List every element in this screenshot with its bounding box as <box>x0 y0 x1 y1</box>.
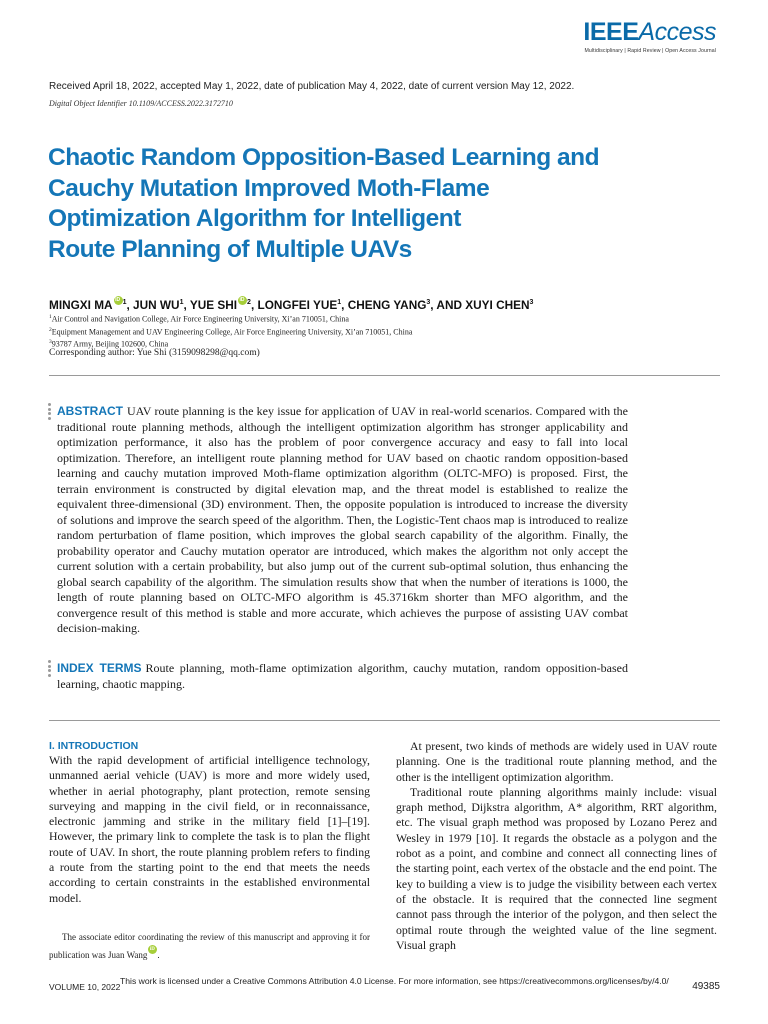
author-name: MINGXI MA <box>49 298 113 312</box>
index-terms-label: INDEX TERMS <box>57 661 142 675</box>
doi: Digital Object Identifier 10.1109/ACCESS.2022.3172710 <box>49 99 233 108</box>
title-line: Cauchy Mutation Improved Moth-Flame <box>48 174 490 202</box>
title-line: Optimization Algorithm for Intelligent <box>48 205 461 232</box>
abstract-label: ABSTRACT <box>57 404 123 418</box>
affiliation: $^3$93787 Army, Beijing 102600, China <box>49 339 169 349</box>
index-terms <box>57 661 628 692</box>
corresponding-author: Corresponding author: Yue Shi (3159098298@qq.com) <box>49 348 260 358</box>
dots-icon <box>48 403 52 421</box>
author-name: CHENG YANG <box>347 298 427 312</box>
journal-tagline: Multidisciplinary | Rapid Review | Open Access Journal <box>584 48 716 54</box>
author-name: XUYI CHEN <box>465 298 530 312</box>
author-name: YUE SHI <box>189 298 238 312</box>
dots-icon <box>48 660 52 678</box>
paragraph: With the rapid development of artificial intelligence technology, unmanned aerial vehicle (UAV) is more and more widely used, whether in aerial photography, plant protection, remote sensing surveying and mapping in the civil field, or in reconnaissance, electronic jamming and strike in the military field [1]–[19]. However, the primary link to complete the task is to plan the flight route of UAV. In short, the route planning problem refers to finding a route from the starting point to the end that meets the needs according to certain constraints in the established environmental model. <box>49 753 370 905</box>
author-name: JUN WU <box>133 298 180 312</box>
affiliation: $^1$Air Control and Navigation College, Air Force Engineering University, Xi’an 710051, China <box>49 314 349 324</box>
paper-title <box>48 143 688 265</box>
title-line: Chaotic Random Opposition-Based Learning and <box>48 144 600 171</box>
right-column <box>396 739 717 953</box>
orcid-icon[interactable] <box>238 296 247 305</box>
affiliations <box>49 312 412 350</box>
paragraph: At present, two kinds of methods are widely used in UAV route planning. One is the traditional route planning method, and the other is the intelligent optimization algorithm. <box>396 739 717 784</box>
index-terms-text: Route planning, moth-flame optimization algorithm, cauchy mutation, random opposition-based learning, chaotic mapping. <box>57 661 628 691</box>
abstract <box>57 404 628 637</box>
title-line: Route Planning of Multiple UAVs <box>48 235 412 263</box>
abstract-text: UAV route planning is the key issue for application of UAV in real-world scenarios. Compared with the traditional route planning methods, although the intelligent optimization algorithm has stronger applicability and optimization performance, it also has the problem of poor convergence accuracy and easy to fall into local optimization. Therefore, an intelligent route planning method for UAV based on chaotic random opposition-based learning and cauchy mutation improved Moth-flame optimization algorithm (OLTC-MFO) is proposed. First, the terrain environment is constructed by digital elevation map, and the threat model is established to realize the equivalent three-dimensional (3D) environment. Then, the opposite population is introduced to increase the diversity of solutions and improve the search speed of the algorithm. Then, the Logistic-Tent chaos map is introduced to realize random perturbation of flame position, which improves the global search capability of the algorithm. Finally, the probability operator and Cauchy mutation operator are introduced, which makes the algorithm not only accept the current solution with a certain probability, but also jump out of the current sub-optimal solution, thus enhancing the global search capability of the algorithm. The simulation results show that when the number of iterations is 1000, the length of route planning based on OLTC-MFO algorithm is 45.3716km shorter than MFO algorithm, and the convergence result of this method is stable and more accurate, which achieves the purpose of assisting UAV combat decision-making. <box>57 404 628 635</box>
editor-footnote: The associate editor coordinating the review of this manuscript and approving it for publication was Juan WangiD . <box>49 929 370 963</box>
footer-license: This work is licensed under a Creative Commons Attribution 4.0 License. For more information, see https://creativecommons.org/licenses/by/4.0/ <box>120 976 669 986</box>
section-heading: I. INTRODUCTION <box>49 740 139 752</box>
footer-volume: VOLUME 10, 2022 <box>49 982 121 992</box>
journal-brand: IEEEAccess <box>583 18 716 46</box>
section-divider <box>49 720 720 721</box>
affiliation: $^2$Equipment Management and UAV Engineering College, Air Force Engineering University, Xi’an 710051, China <box>49 326 413 337</box>
orcid-icon[interactable] <box>114 296 123 305</box>
publication-dates: Received April 18, 2022, accepted May 1, 2022, date of publication May 4, 2022, date of current version May 12, 2022. <box>49 81 575 92</box>
journal-logo <box>583 20 716 54</box>
author-name: LONGFEI YUE <box>257 298 338 312</box>
page-number: 49385 <box>692 981 720 992</box>
orcid-icon[interactable] <box>148 945 157 954</box>
section-divider <box>49 375 720 376</box>
left-column <box>49 739 370 906</box>
author-list: MINGXI MAiD $^1$, JUN $WU^1$, YUE SHIiD $^2$, LONGFEI YUE$^1$, CHENG YANG$^3$, AND XUYI CHEN$^3$ <box>49 296 533 312</box>
paragraph: Traditional route planning algorithms mainly include: visual graph method, Dijkstra algorithm, A* algorithm, RRT algorithm, etc. The visual graph method was proposed by Lozano Perez and Wesley in 1979 [10]. It regards the obstacle as a polygon and the robot as a point, and combine and connect all connecting lines of the starting point, each vertex of the obstacle and the end point. The key to building a view is to judge the visibility between each vertex of the obstacle. It is required that the connected line segment cannot pass through the interior of the polygon, and then select the optimal route through the weighted value of the line segment. Visual graph <box>396 784 717 952</box>
